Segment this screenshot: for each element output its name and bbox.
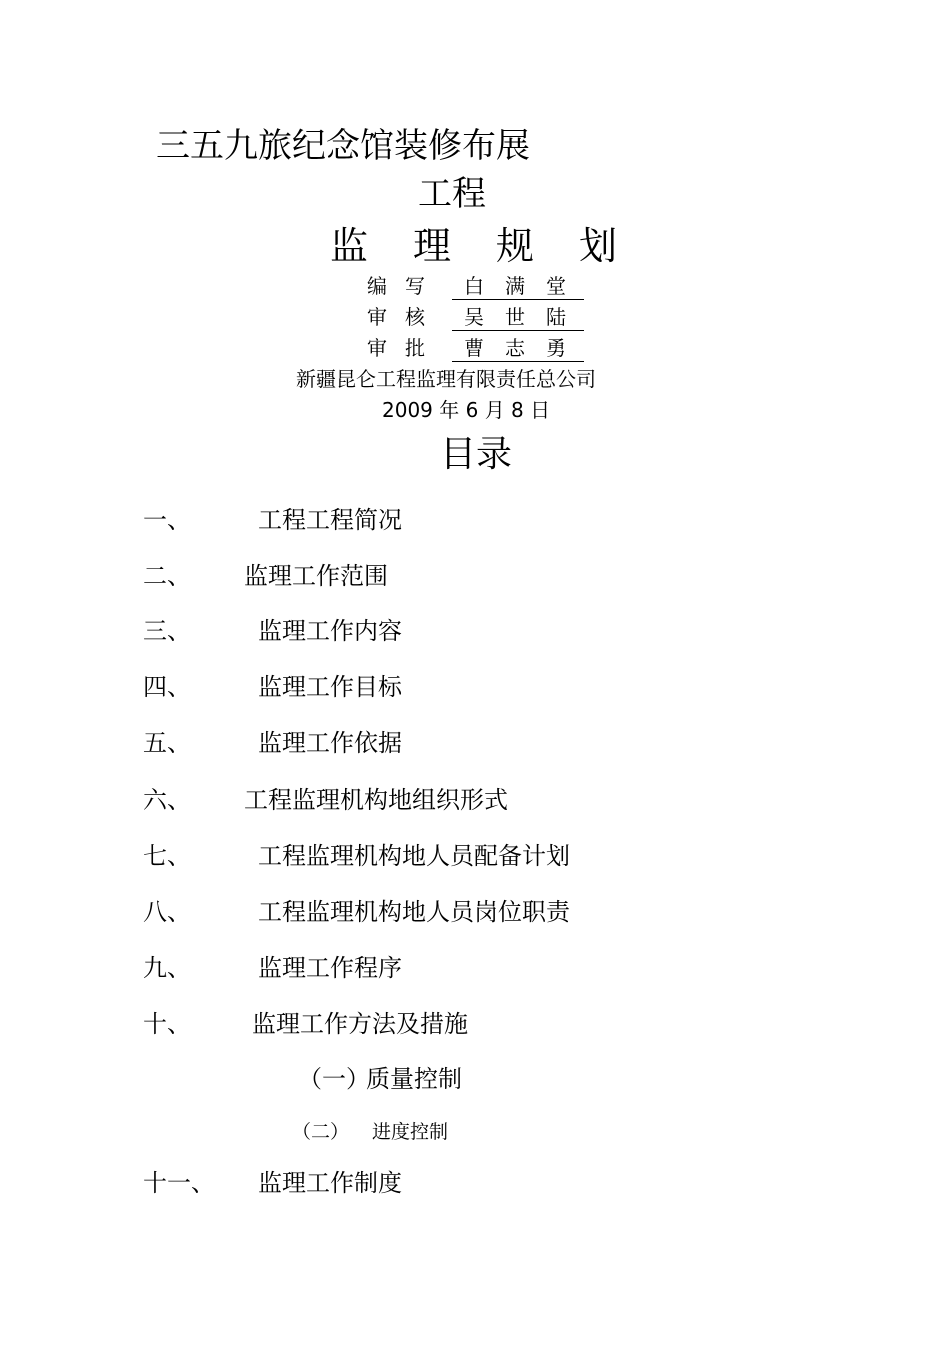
- toc-item-label: 工程监理机构地人员岗位职责: [258, 898, 570, 926]
- toc-item-number: 九、: [143, 954, 191, 982]
- toc-item-label: 监理工作程序: [258, 954, 402, 982]
- signature-name-reviewer: 吴世陆: [452, 304, 584, 331]
- toc-item-label: 工程监理机构地人员配备计划: [258, 842, 570, 870]
- toc-subitem-label: 进度控制: [372, 1121, 449, 1143]
- toc-item-number: 三、: [143, 617, 191, 645]
- toc-item-label: 监理工作制度: [258, 1169, 402, 1197]
- toc-item-label: 监理工作依据: [258, 729, 402, 757]
- document-title-line2: 工程: [418, 174, 486, 214]
- signature-label-reviewer: 审核: [367, 305, 443, 329]
- signature-label-approver: 审批: [367, 336, 443, 360]
- toc-item-number: 六、: [143, 786, 191, 814]
- toc-item-label: 工程工程简况: [258, 506, 402, 534]
- toc-item-number: 五、: [143, 729, 191, 757]
- signature-name-approver: 曹志勇: [452, 335, 584, 362]
- toc-item-number: 十一、: [143, 1169, 215, 1197]
- toc-heading: 目录: [440, 434, 513, 475]
- toc-subitem-number: （一）: [298, 1065, 370, 1093]
- document-title-line3: 监理规划: [330, 224, 663, 268]
- toc-item-number: 一、: [143, 506, 191, 534]
- toc-item-label: 监理工作目标: [258, 673, 402, 701]
- toc-item-label: 工程监理机构地组织形式: [244, 786, 508, 814]
- toc-item-label: 监理工作范围: [244, 562, 388, 590]
- toc-subitem-label: 质量控制: [366, 1065, 462, 1093]
- document-title-line1: 三五九旅纪念馆装修布展: [156, 126, 530, 166]
- toc-item-number: 八、: [143, 898, 191, 926]
- toc-item-number: 二、: [143, 562, 191, 590]
- document-date: 2009 年 6 月 8 日: [382, 398, 551, 422]
- toc-subitem-number: （二）: [292, 1121, 350, 1143]
- signature-label-author: 编写: [367, 274, 443, 298]
- toc-item-number: 七、: [143, 842, 191, 870]
- toc-item-number: 四、: [143, 673, 191, 701]
- company-name: 新疆昆仑工程监理有限责任总公司: [296, 367, 596, 391]
- toc-item-label: 监理工作内容: [258, 617, 402, 645]
- toc-item-number: 十、: [143, 1010, 191, 1038]
- toc-item-label: 监理工作方法及措施: [252, 1010, 468, 1038]
- signature-name-author: 白满堂: [452, 273, 584, 300]
